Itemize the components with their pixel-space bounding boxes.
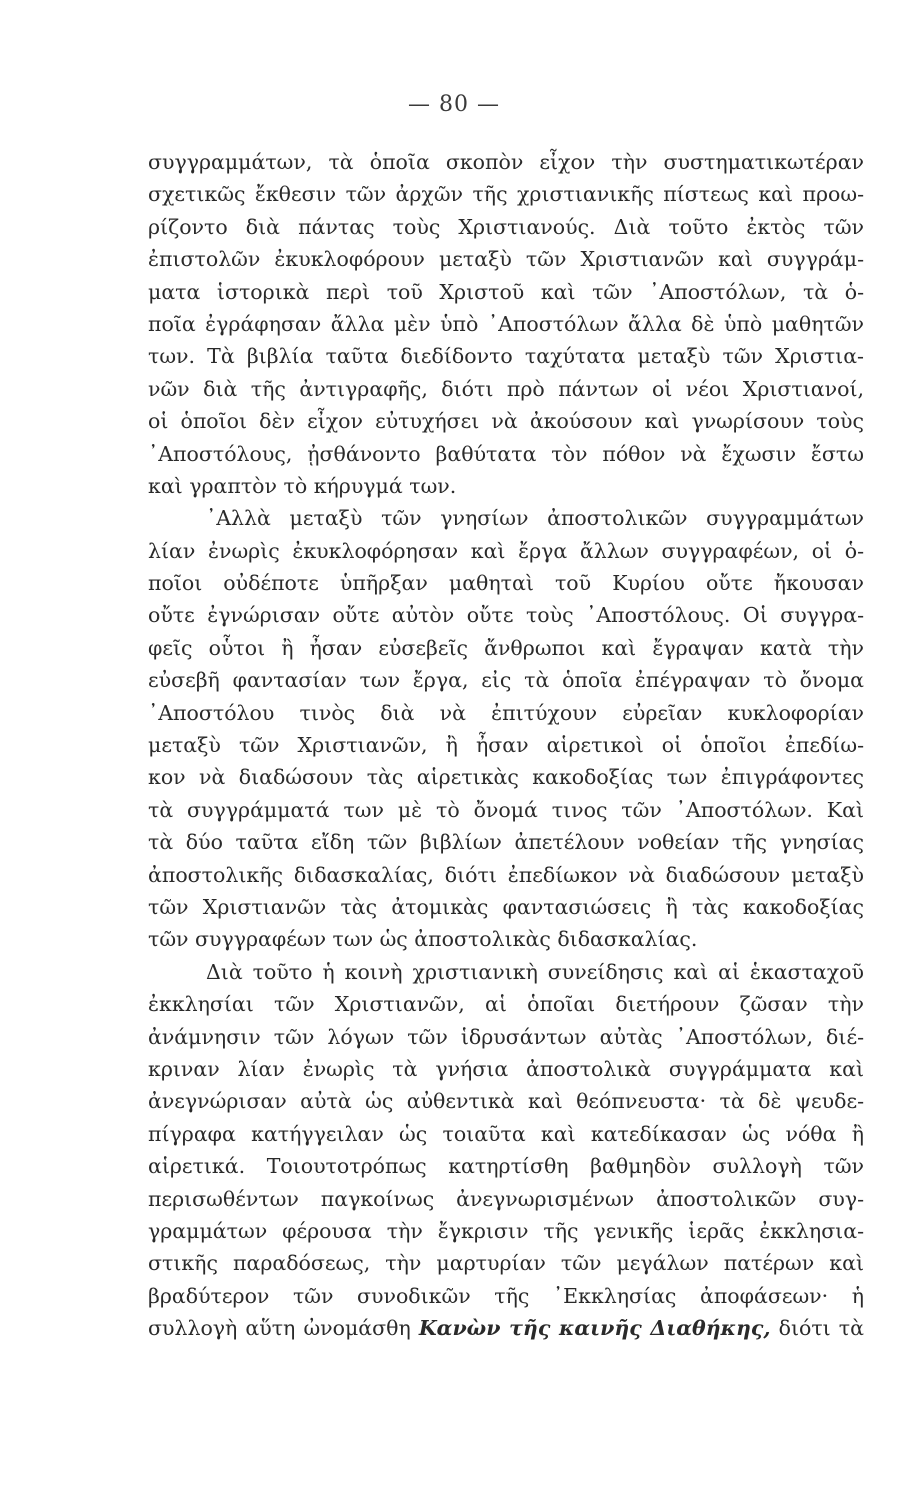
text-line	[148, 1280, 864, 1312]
text-line	[148, 1150, 864, 1182]
text-line	[148, 729, 864, 761]
text-line-content: ποῖοι οὐδέποτε ὑπῆρξαν μαθηταὶ τοῦ Κυρίου οὔτε ἤκουσαν	[148, 571, 864, 596]
text-line	[148, 178, 864, 210]
text-line-content: των. Τὰ βιβλία ταῦτα διεδίδοντο ταχύτατα μεταξὺ τῶν Χριστια-	[148, 344, 864, 369]
text-line	[148, 438, 864, 470]
text-line-content: ματα ἱστορικὰ περὶ τοῦ Χριστοῦ καὶ τῶν ᾿Αποστόλων, τὰ ὁ-	[148, 279, 864, 304]
text-line	[148, 956, 864, 988]
text-line	[148, 308, 864, 340]
text-line-content: τὰ συγγράμματά των μὲ τὸ ὄνομά τινος τῶν ᾿Αποστόλων. Καὶ	[148, 797, 864, 822]
text-line	[148, 340, 864, 372]
text-line-content: πίγραφα κατήγγειλαν ὡς τοιαῦτα καὶ κατεδίκασαν ὡς νόθα ἢ	[148, 1121, 864, 1146]
text-line-content: καὶ γραπτὸν τὸ κήρυγμά των.	[148, 473, 457, 498]
page-number: — 80 —	[408, 92, 500, 117]
text-line-content: φεῖς οὗτοι ἢ ἦσαν εὐσεβεῖς ἄνθρωποι καὶ ἔγραψαν κατὰ τὴν	[148, 635, 864, 660]
text-line-content: γραμμάτων φέρουσα τὴν ἔγκρισιν τῆς γενικῆς ἱερᾶς ἐκκλησια-	[148, 1218, 864, 1243]
text-line-content: μεταξὺ τῶν Χριστιανῶν, ἢ ἦσαν αἱρετικοὶ οἱ ὁποῖοι ἐπεδίω-	[148, 733, 864, 758]
text-line	[148, 794, 864, 826]
text-line	[148, 146, 864, 178]
text-line-content: ᾿Αποστόλου τινὸς διὰ νὰ ἐπιτύχουν εὐρεῖαν κυκλοφορίαν	[148, 700, 864, 725]
text-line-content: ἐκκλησίαι τῶν Χριστιανῶν, αἱ ὁποῖαι διετήρουν ζῶσαν τὴν	[148, 992, 864, 1017]
text-line-content: νῶν διὰ τῆς ἀντιγραφῆς, διότι πρὸ πάντων οἱ νέοι Χριστιανοί,	[148, 376, 864, 401]
text-line-content: τῶν συγγραφέων των ὡς ἀποστολικὰς διδασκαλίας.	[148, 927, 698, 952]
text-line-content: ἀνάμνησιν τῶν λόγων τῶν ἱδρυσάντων αὐτὰς ᾿Αποστόλων, διέ-	[148, 1024, 864, 1049]
text-line	[148, 470, 864, 502]
text-line	[148, 535, 864, 567]
text-line-content: τὰ δύο ταῦτα εἴδη τῶν βιβλίων ἀπετέλουν νοθείαν τῆς γνησίας	[148, 830, 864, 855]
text-line-content: περισωθέντων παγκοίνως ἀνεγνωρισμένων ἀποστολικῶν συγ-	[148, 1186, 864, 1211]
text-line-content: αἱρετικά. Τοιουτοτρόπως κατηρτίσθη βαθμηδὸν συλλογὴ τῶν	[148, 1154, 864, 1179]
text-line	[148, 1312, 864, 1344]
text-line-content: ἀποστολικῆς διδασκαλίας, διότι ἐπεδίωκον νὰ διαδώσουν μεταξὺ	[148, 862, 864, 887]
text-line-content: βραδύτερον τῶν συνοδικῶν τῆς ᾿Εκκλησίας ἀποφάσεων· ἡ	[148, 1283, 864, 1308]
text-line	[148, 405, 864, 437]
text-line	[148, 243, 864, 275]
text-line-content: στικῆς παραδόσεως, τὴν μαρτυρίαν τῶν μεγάλων πατέρων καὶ	[148, 1251, 864, 1276]
text-line	[148, 1215, 864, 1247]
text-line-content: οὔτε ἐγνώρισαν οὔτε αὐτὸν οὔτε τοὺς ᾿Αποστόλους. Οἱ συγγρα-	[148, 603, 864, 628]
text-line	[148, 632, 864, 664]
text-line-content: συγγραμμάτων, τὰ ὁποῖα σκοπὸν εἶχον τὴν συστηματικωτέραν	[148, 150, 864, 174]
text-line-content: ρίζοντο διὰ πάντας τοὺς Χριστιανούς. Διὰ τοῦτο ἐκτὸς τῶν	[148, 214, 864, 239]
text-line	[148, 1183, 864, 1215]
text-line	[148, 373, 864, 405]
text-line	[148, 826, 864, 858]
text-line-content: εὐσεβῆ φαντασίαν των ἔργα, εἰς τὰ ὁποῖα ἐπέγραψαν τὸ ὄνομα	[148, 668, 864, 693]
text-line-tail: διότι τὰ	[778, 1316, 864, 1341]
text-line-content: Διὰ τοῦτο ἡ κοινὴ χριστιανικὴ συνείδησις καὶ αἱ ἑκασταχοῦ	[206, 959, 864, 984]
text-line	[148, 1247, 864, 1279]
text-line	[148, 859, 864, 891]
text-line-content: κον νὰ διαδώσουν τὰς αἱρετικὰς κακοδοξίας των ἐπιγράφοντες	[148, 765, 864, 790]
text-line-content: ἀνεγνώρισαν αὐτὰ ὡς αὐθεντικὰ καὶ θεόπνευστα· τὰ δὲ ψευδε-	[148, 1089, 864, 1114]
text-line	[148, 923, 864, 955]
text-line	[148, 276, 864, 308]
text-line-content: συλλογὴ αὕτη ὠνομάσθη	[148, 1316, 411, 1341]
bold-term: Κανὼν τῆς καινῆς Διαθήκης,	[418, 1316, 771, 1341]
text-line-content: σχετικῶς ἔκθεσιν τῶν ἀρχῶν τῆς χριστιανικῆς πίστεως καὶ προω-	[148, 182, 864, 207]
text-line-content: κριναν λίαν ἐνωρὶς τὰ γνήσια ἀποστολικὰ συγγράμματα καὶ	[148, 1056, 864, 1081]
text-line	[148, 502, 864, 534]
text-line-content: ᾿Αλλὰ μεταξὺ τῶν γνησίων ἀποστολικῶν συγγραμμάτων	[206, 506, 864, 531]
text-line	[148, 567, 864, 599]
text-line	[148, 664, 864, 696]
text-line-content: λίαν ἐνωρὶς ἐκυκλοφόρησαν καὶ ἔργα ἄλλων συγγραφέων, οἱ ὁ-	[148, 538, 864, 563]
text-line	[148, 697, 864, 729]
text-line	[148, 1118, 864, 1150]
text-line	[148, 599, 864, 631]
body-text	[148, 146, 864, 1344]
text-line-content: οἱ ὁποῖοι δὲν εἶχον εὐτυχήσει νὰ ἀκούσουν καὶ γνωρίσουν τοὺς	[148, 409, 864, 434]
text-line	[148, 891, 864, 923]
text-line	[148, 1053, 864, 1085]
text-line	[148, 988, 864, 1020]
text-line	[148, 761, 864, 793]
text-line-content: ᾿Αποστόλους, ᾐσθάνοντο βαθύτατα τὸν πόθον νὰ ἔχωσιν ἔστω	[148, 441, 864, 466]
text-line	[148, 1085, 864, 1117]
text-line-content: τῶν Χριστιανῶν τὰς ἀτομικὰς φαντασιώσεις ἢ τὰς κακοδοξίας	[148, 894, 864, 919]
text-line	[148, 211, 864, 243]
text-line	[148, 1021, 864, 1053]
text-line-content: ἐπιστολῶν ἐκυκλοφόρουν μεταξὺ τῶν Χριστιανῶν καὶ συγγράμ-	[148, 247, 864, 272]
text-line-content: ποῖα ἐγράφησαν ἄλλα μὲν ὑπὸ ᾿Αποστόλων ἄλλα δὲ ὑπὸ μαθητῶν	[148, 311, 864, 336]
